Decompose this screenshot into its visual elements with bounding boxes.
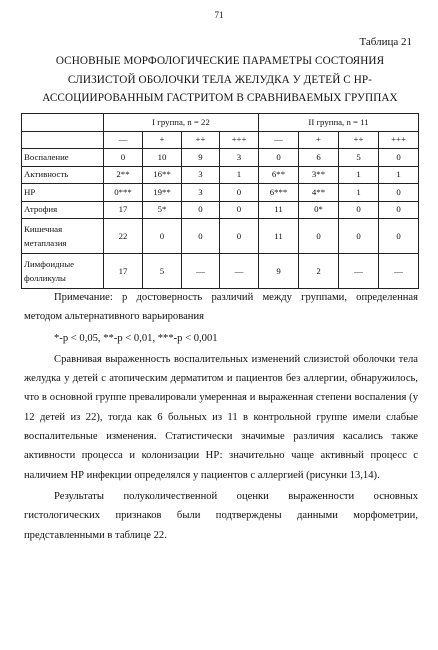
table-cell: 0 [339, 201, 379, 219]
table-cell: 0 [143, 219, 182, 254]
table-cell: — [220, 254, 259, 289]
table-cell: 0* [299, 201, 339, 219]
table-cell: 0 [379, 219, 419, 254]
table-cell: 2 [299, 254, 339, 289]
row-label: НР [22, 184, 104, 202]
table-cell: 22 [104, 219, 143, 254]
table-cell: 6*** [259, 184, 299, 202]
table-cell: 1 [220, 166, 259, 184]
table-cell: 5 [143, 254, 182, 289]
table-cell: 1 [339, 184, 379, 202]
header-corner [22, 114, 104, 132]
table-cell: — [379, 254, 419, 289]
table-cell: 0 [379, 149, 419, 167]
table-cell: 9 [259, 254, 299, 289]
morphology-table [21, 113, 419, 289]
table-cell: 0 [220, 219, 259, 254]
significance-legend: *-р < 0,05, **-р < 0,01, ***-р < 0,001 [54, 332, 218, 344]
table-cell: 3 [220, 149, 259, 167]
paragraph: Сравнивая выраженность воспалительных изменений слизистой оболочки тела желудка у детей с атопическим дерматитом и пациентов без аллергии, обнаружилось, что в основной группе превалировали умеренная и выраженная степени воспаления (у 12 детей из 22), тогда как 6 больных из 11 в контрольной группе имели слабые воспалительные изменения. Статистически значимые различия касались также активности процесса и колонизации НР: значительно чаще активный процесс с наличием НР инфекции определялся у пациентов с аллергией (рисунки 13,14). [24, 353, 418, 481]
row-label: Активность [22, 166, 104, 184]
table-cell: 0 [182, 219, 220, 254]
row-label: Кишечная метаплазия [22, 219, 104, 254]
header-corner [22, 131, 104, 149]
table-cell: 0 [299, 219, 339, 254]
table-cell: 0 [379, 201, 419, 219]
table-row [22, 166, 419, 184]
table-title [20, 52, 420, 108]
table-row [22, 149, 419, 167]
title-line: АССОЦИИРОВАННЫМ ГАСТРИТОМ В СРАВНИВАЕМЫХ ГРУППАХ [42, 92, 398, 105]
table-cell: 0 [220, 201, 259, 219]
table-cell: 5* [143, 201, 182, 219]
table-cell: 11 [259, 201, 299, 219]
table-row [22, 184, 419, 202]
row-label: Лимфоидные фолликулы [22, 254, 104, 289]
grade-header: — [259, 131, 299, 149]
grade-header: + [143, 131, 182, 149]
group-header: I группа, n = 22 [104, 114, 259, 132]
row-label: Атрофия [22, 201, 104, 219]
table-cell: 16** [143, 166, 182, 184]
table-cell: 3 [182, 184, 220, 202]
table-cell: 2** [104, 166, 143, 184]
grade-header: ++ [339, 131, 379, 149]
title-line: СЛИЗИСТОЙ ОБОЛОЧКИ ТЕЛА ЖЕЛУДКА У ДЕТЕЙ С НР- [67, 73, 373, 86]
grade-header: — [104, 131, 143, 149]
table-cell: 1 [339, 166, 379, 184]
body-text [24, 288, 418, 545]
table-cell: 11 [259, 219, 299, 254]
table-cell: 0 [220, 184, 259, 202]
page-number: 71 [214, 10, 224, 20]
table-cell: 3 [182, 166, 220, 184]
table-cell: 0 [379, 184, 419, 202]
table-cell: 17 [104, 201, 143, 219]
row-label: Воспаление [22, 149, 104, 167]
grade-header: +++ [379, 131, 419, 149]
table-cell: 0 [104, 149, 143, 167]
table-cell: 0 [259, 149, 299, 167]
grade-header: + [299, 131, 339, 149]
table-note: Примечание: р достоверность различий между группами, определенная методом альтернативного варьирования [24, 292, 418, 323]
grade-header: ++ [182, 131, 220, 149]
table-row [22, 254, 419, 289]
table-row [22, 219, 419, 254]
table-cell: 0 [182, 201, 220, 219]
table-cell: 9 [182, 149, 220, 167]
table-cell: 0 [339, 219, 379, 254]
table-cell: 3** [299, 166, 339, 184]
table-cell: 1 [379, 166, 419, 184]
table-cell: 19** [143, 184, 182, 202]
table-cell: 6** [259, 166, 299, 184]
paragraph: Результаты полуколичественной оценки выраженности основных гистологических признаков были подтверждены данными морфометрии, представленными в таблице 22. [24, 490, 418, 541]
grade-header: +++ [220, 131, 259, 149]
table-cell: 4** [299, 184, 339, 202]
table-cell: 6 [299, 149, 339, 167]
table-cell: — [339, 254, 379, 289]
table-cell: 5 [339, 149, 379, 167]
group-header: II группа, n = 11 [259, 114, 419, 132]
table-cell: — [182, 254, 220, 289]
table-cell: 0*** [104, 184, 143, 202]
title-line: ОСНОВНЫЕ МОРФОЛОГИЧЕСКИЕ ПАРАМЕТРЫ СОСТОЯНИЯ [55, 55, 385, 67]
table-label: Таблица 21 [359, 36, 412, 48]
table-row [22, 201, 419, 219]
table-cell: 10 [143, 149, 182, 167]
table-cell: 17 [104, 254, 143, 289]
